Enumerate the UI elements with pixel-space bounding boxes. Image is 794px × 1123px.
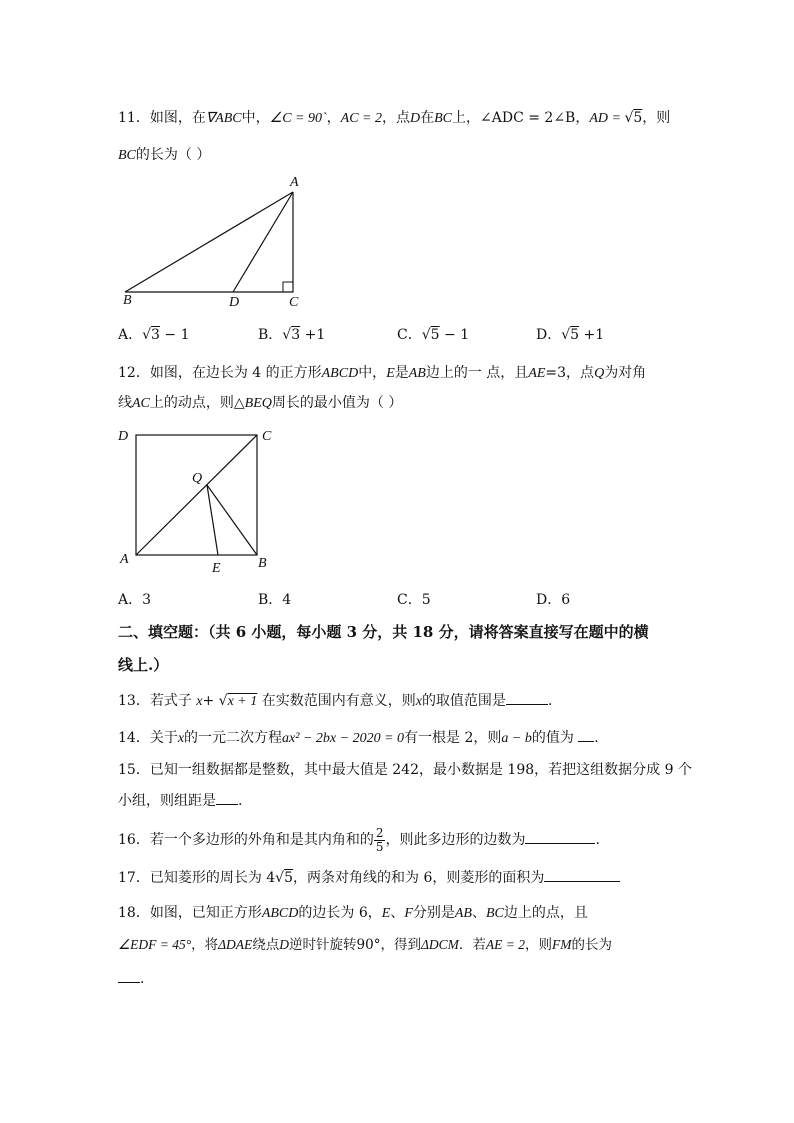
q15-line2: 小组，则组距是 . <box>118 790 242 811</box>
q11-line2: BC的长为（ ） <box>118 147 211 163</box>
answer-blank[interactable] <box>216 790 238 805</box>
q12-line2: 线AC上的动点，则△BEQ周长的最小值为（ ） <box>118 395 403 411</box>
q15-line1: 15．已知一组数据都是整数，其中最大值是 242，最小数据是 198，若把这组数据分成 9 个 <box>118 762 692 778</box>
label-E: E <box>212 561 221 576</box>
label-A: A <box>120 552 129 567</box>
q12-square-figure <box>112 420 287 580</box>
edge-AB <box>125 192 293 292</box>
q14: 14．关于x的一元二次方程ax² − 2bx − 2020 = 0有一根是 2，则a − b的值为 . <box>118 727 599 749</box>
segment-QB <box>207 485 257 555</box>
fraction: $\frac{2}{5}$ <box>375 825 384 854</box>
q12-option-c[interactable]: C．5 <box>397 592 431 608</box>
answer-blank[interactable] <box>506 690 548 705</box>
q17: 17．已知菱形的周长为 4√5，两条对角线的和为 6，则菱形的面积为 <box>118 867 620 888</box>
section2-heading-line2: 线上.） <box>118 656 169 674</box>
label-C: C <box>289 295 299 310</box>
q13: 13．若式子 x+ √x + 1 在实数范围内有意义，则x的取值范围是 . <box>118 690 552 712</box>
q11-option-b[interactable]: B．√3 +1 <box>258 327 326 343</box>
sqrt-symbol: √ <box>624 110 634 126</box>
label-B: B <box>258 556 267 571</box>
label-A: A <box>290 175 299 190</box>
q11-line1: 11．如图，在∇ABC中，∠C = 90`，AC = 2，点D在BC上，∠ADC = 2∠B，AD = √5，则 <box>118 110 671 126</box>
q11-option-d[interactable]: D．√5 +1 <box>536 327 605 343</box>
q12-line1: 12．如图，在边长为 4 的正方形ABCD中，E是AB边上的一 点，且AE=3，点Q为对角 <box>118 365 647 381</box>
answer-blank[interactable] <box>578 727 594 742</box>
q11-option-c[interactable]: C．√5 − 1 <box>397 327 470 343</box>
right-angle-mark <box>283 282 293 292</box>
label-B: B <box>123 293 132 308</box>
q12-option-a[interactable]: A．3 <box>118 592 152 608</box>
q11-option-a[interactable]: A．√3 − 1 <box>118 327 190 343</box>
q18-line1: 18．如图，已知正方形ABCD的边长为 6，E、F分别是AB、BC边上的点，且 <box>118 905 588 921</box>
q12-option-b[interactable]: B．4 <box>258 592 292 608</box>
answer-blank[interactable] <box>118 968 140 983</box>
section2-heading-line1: 二、填空题：（共 6 小题，每小题 3 分，共 18 分，请将答案直接写在题中的横 <box>118 623 649 641</box>
q16: 16．若一个多边形的外角和是其内角和的 $\frac{2}{5}$ ，则此多边形的边数为 . <box>118 825 600 854</box>
label-D: D <box>229 295 240 310</box>
q18-line3: . <box>118 968 144 989</box>
label-Q: Q <box>192 471 203 486</box>
diagonal-AC <box>136 435 257 555</box>
answer-blank[interactable] <box>544 867 620 882</box>
segment-AD <box>233 192 293 292</box>
q11-triangle-figure <box>115 172 315 312</box>
q18-line2: ∠EDF = 45°，将ΔDAE绕点D逆时针旋转90°，得到ΔDCM．若AE = 2，则FM的长为 <box>118 937 613 953</box>
label-C: C <box>262 429 272 444</box>
label-D: D <box>118 429 129 444</box>
segment-QE <box>207 485 218 555</box>
answer-blank[interactable] <box>525 829 595 844</box>
q12-option-d[interactable]: D．6 <box>536 592 571 608</box>
